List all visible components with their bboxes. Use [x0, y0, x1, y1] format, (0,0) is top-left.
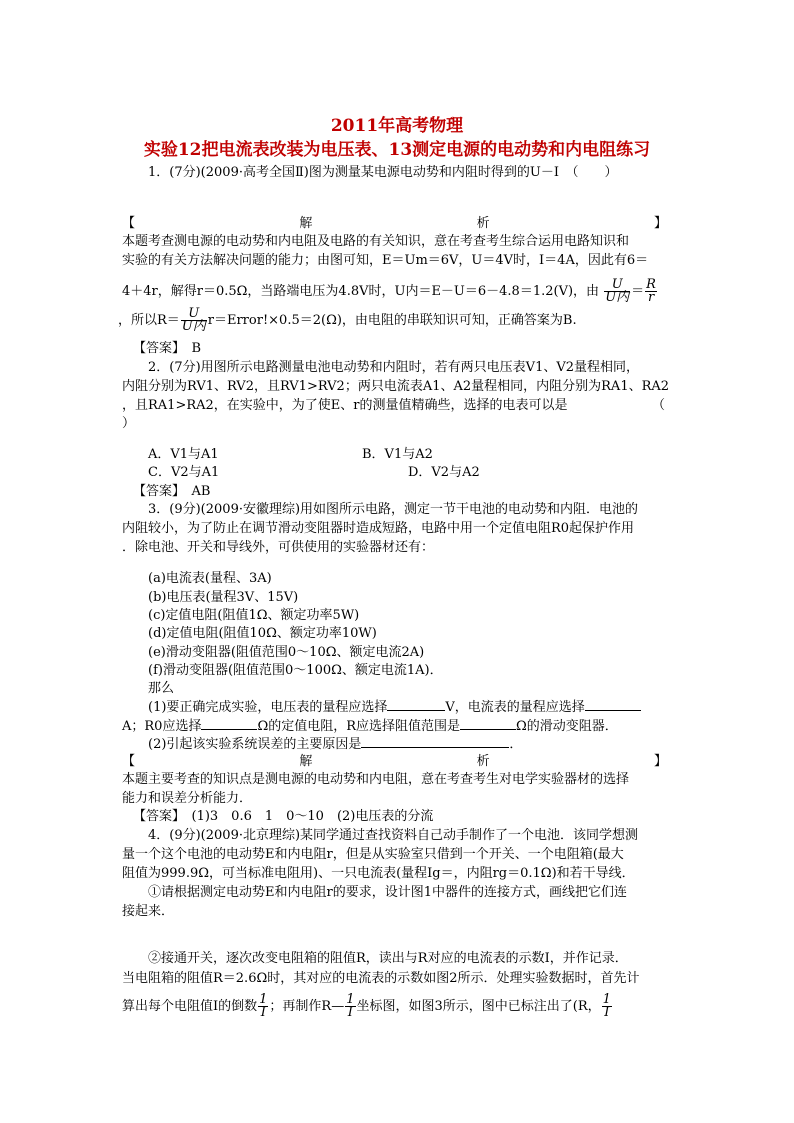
fraction-u-over-uin-2: $\frac{U}{\text{U内}}$: [181, 306, 206, 334]
q3-sub1-line-2: A；R0应选择 Ω的定值电阻，R应选择阻值范围是 Ω的滑动变阻器．: [122, 719, 618, 734]
blank-r-range[interactable]: [460, 717, 516, 730]
q2-option-a: A．V1与A1: [148, 447, 219, 462]
q4-line-7: 当电阻箱的阻值R＝2.6Ω时，其对应的电流表的示数如图2所示．处理实验数据时，首先计: [122, 971, 640, 986]
q2-option-d: D．V2与A2: [408, 465, 480, 480]
page-subtitle: 实验12把电流表改装为电压表、13测定电源的电动势和内电阻练习: [143, 140, 651, 160]
q4-line-3: 阻值为999.9Ω，可当标准电阻用)、一只电流表(量程Ig＝，内阻rg＝0.1Ω)和若干导线．: [122, 866, 635, 881]
q3-explanation-line-2: 能力和误差分析能力．: [122, 791, 253, 806]
q3-item-b: (b)电压表(量程3V、15V): [148, 590, 299, 605]
q3-item-e: (e)滑动变阻器(阻值范围0～10Ω、额定电流2A): [148, 645, 425, 660]
q2-option-c: C．V2与A1: [148, 465, 220, 480]
bracket-left: 【: [122, 216, 136, 231]
q3-answer: 【答案】 (1)3 0.6 1 0～10 (2)电压表的分流: [133, 809, 434, 824]
blank-voltage-range[interactable]: [387, 698, 445, 711]
page-title: 2011年高考物理: [330, 116, 464, 136]
q3-line-2: 内阻较小，为了防止在调节滑动变阻器时造成短路，电路中用一个定值电阻R0起保护作用: [122, 521, 635, 536]
q1-explanation-line-4: [118, 306, 577, 336]
q1-explanation-line-3: [122, 277, 658, 307]
q2-answer: 【答案】 AB: [133, 484, 211, 499]
q3-explanation-line-1: 本题主要考查的知识点是测电源的电动势和内电阻，意在考查考生对电学实验器材的选择: [122, 772, 630, 787]
q1-line3-text: 4＋4r，解得r＝0.5Ω，当路端电压为4.8V时，U内＝E－U＝6－4.8＝1.2(V)，由: [122, 284, 600, 299]
q3-item-a: (a)电流表(量程、3A): [148, 571, 272, 586]
q1-stem: 1．(7分)(2009·高考全国Ⅱ)图为测量某电源电动势和内阻时得到的U－I （ ）: [148, 165, 618, 180]
analysis-char-2: 析: [476, 216, 490, 231]
q1-line4-text-b: r＝Error!×0.5＝2(Ω)，由电阻的串联知识可知，正确答案为B.: [207, 313, 577, 328]
analysis-char-1: 解: [299, 216, 313, 231]
q3-item-d: (d)定值电阻(阻值10Ω、额定功率10W): [148, 626, 377, 641]
q2-line-1: 2．(7分)用图所示电路测量电池电动势和内阻时，若有两只电压表V1、V2量程相同，: [148, 360, 640, 375]
fraction-one-over-i: $\frac{1}{I}$: [259, 992, 268, 1020]
q3-line-1: 3．(9分)(2009·安徽理综)用如图所示电路，测定一节干电池的电动势和内阻．电池的: [148, 502, 639, 517]
blank-current-range[interactable]: [585, 698, 641, 711]
q4-line-2: 量一个这个电池的电动势E和内电阻r，但是从实验室只借到一个开关、一个电阻箱(最大: [122, 847, 624, 862]
fraction-r-over-r: $\frac{R}{r}$: [646, 277, 656, 305]
fraction-one-over-i-2: $\frac{1}{I}$: [346, 992, 355, 1020]
bracket-right: 】: [653, 216, 667, 231]
q4-line-8: 算出每个电阻值I的倒数 $\frac{1}{I}$ ；再制作R— $\frac{1}{I}$ 坐标图，如图3所示，图中已标注出了(R， $\frac{1}{I}$: [122, 992, 611, 1020]
q4-line-5: 接起来．: [122, 904, 175, 919]
q2-line-3: ，且RA1>RA2，在实验中，为了使E、r的测量值精确些，选择的电表可以是: [122, 398, 568, 413]
q4-line-1: 4．(9分)(2009·北京理综)某同学通过查找资料自己动手制作了一个电池．该同学想测: [148, 828, 639, 843]
q2-line-2: 内阻分别为RV1、RV2，且RV1>RV2；两只电流表A1、A2量程相同，内阻分别为RA1、RA2: [122, 379, 670, 394]
q2-paren-open: （: [652, 398, 666, 413]
blank-r0-value[interactable]: [201, 717, 257, 730]
equals-sign: ＝: [631, 284, 645, 299]
q4-line-6: ②接通开关，逐次改变电阻箱的阻值R，读出与R对应的电流表的示数I，并作记录．: [148, 951, 628, 966]
q3-analysis-header: 【 解 析 】: [122, 754, 667, 769]
fraction-u-over-uin: $\frac{U}{\text{U内}}$: [605, 277, 630, 305]
q3-line-3: ．除电池、开关和导线外，可供使用的实验器材还有：: [122, 540, 435, 555]
q3-sub1-line-1: (1)要正确完成实验，电压表的量程应选择 V，电流表的量程应选择: [148, 698, 641, 716]
q1-analysis-header: [122, 215, 667, 232]
q3-item-c: (c)定值电阻(阻值1Ω、额定功率5W): [148, 608, 360, 623]
q1-explanation-line-1: 本题考查测电源的电动势和内电阻及电路的有关知识，意在考查考生综合运用电路知识和: [122, 234, 630, 249]
q2-paren-close: ）: [122, 416, 136, 431]
q3-item-f: (f)滑动变阻器(阻值范围0～100Ω、额定电流1A)．: [148, 663, 443, 678]
fraction-one-over-i-3: $\frac{1}{I}$: [602, 992, 611, 1020]
q1-explanation-line-2: 实验的有关方法解决问题的能力；由图可知，E＝Um＝6V，U＝4V时，I＝4A，因此有6＝: [122, 253, 649, 268]
q1-line4-text-a: ，所以R＝: [118, 313, 180, 328]
q1-answer: 【答案】 B: [133, 341, 202, 356]
q3-sub2: (2)引起该实验系统误差的主要原因是 ．: [148, 737, 523, 752]
q4-line-4: ①请根据测定电动势E和内电阻r的要求，设计图1中器件的连接方式，画线把它们连: [148, 885, 627, 900]
blank-error-cause[interactable]: [361, 735, 509, 748]
q3-then: 那么: [148, 681, 175, 696]
q2-option-b: B．V1与A2: [362, 447, 433, 462]
